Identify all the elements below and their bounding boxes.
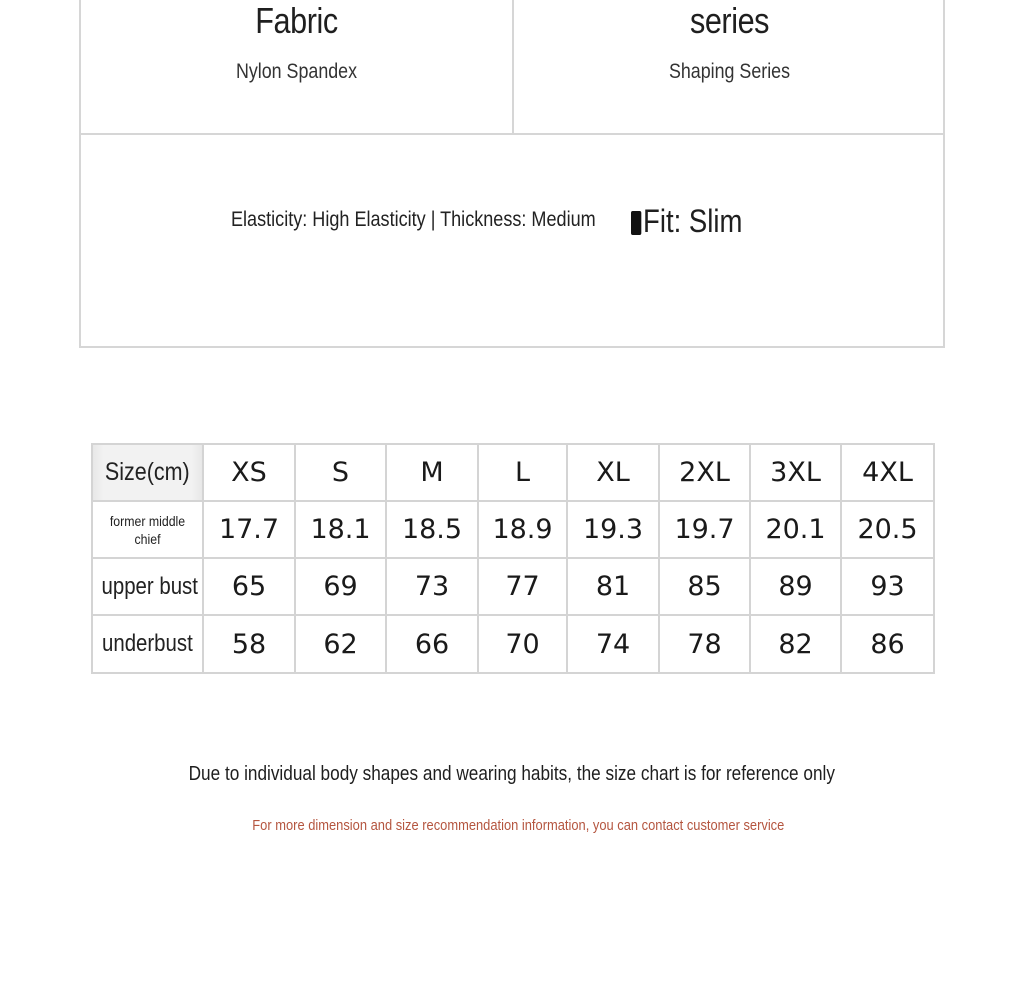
table-cell: 65: [203, 558, 295, 615]
table-cell: 77: [478, 558, 567, 615]
table-cell: 62: [295, 615, 386, 673]
size-m: M: [386, 444, 478, 501]
size-2xl: 2XL: [659, 444, 750, 501]
series-heading: series: [689, 0, 770, 41]
size-4xl: 4XL: [841, 444, 934, 501]
table-row: [92, 501, 934, 558]
size-xl: XL: [567, 444, 659, 501]
table-cell: 85: [659, 558, 750, 615]
size-header-label: Size(cm): [92, 444, 203, 501]
table-cell: 17.7: [203, 501, 295, 558]
contact-note: For more dimension and size recommendation information, you can contact customer service: [251, 817, 785, 834]
table-cell: 69: [295, 558, 386, 615]
row-label-upper-bust: upper bust: [92, 558, 203, 615]
product-info-top-row: [81, 0, 943, 135]
table-cell: 18.5: [386, 501, 478, 558]
table-cell: 70: [478, 615, 567, 673]
table-row: [92, 615, 934, 673]
series-cell: [514, 0, 945, 133]
table-cell: 78: [659, 615, 750, 673]
size-disclaimer: Due to individual body shapes and wearing habits, the size chart is for reference only: [188, 763, 836, 785]
row-label-underbust: underbust: [92, 615, 203, 673]
size-l: L: [478, 444, 567, 501]
fabric-cell: [81, 0, 514, 133]
fabric-heading: Fabric: [255, 0, 338, 41]
table-cell: 20.1: [750, 501, 841, 558]
table-cell: 74: [567, 615, 659, 673]
size-3xl: 3XL: [750, 444, 841, 501]
row-label-former-middle-chief: former middle chief: [92, 501, 203, 558]
table-cell: 19.7: [659, 501, 750, 558]
size-header-row: [92, 444, 934, 501]
fabric-value: Nylon Spandex: [235, 60, 358, 83]
missing-glyph-icon: [631, 211, 641, 235]
table-cell: 18.9: [478, 501, 567, 558]
table-cell: 73: [386, 558, 478, 615]
size-xs: XS: [203, 444, 295, 501]
fit-text: [631, 203, 742, 240]
table-cell: 81: [567, 558, 659, 615]
table-cell: 86: [841, 615, 934, 673]
table-cell: 66: [386, 615, 478, 673]
table-cell: 93: [841, 558, 934, 615]
table-cell: 20.5: [841, 501, 934, 558]
table-cell: 19.3: [567, 501, 659, 558]
size-s: S: [295, 444, 386, 501]
table-cell: 82: [750, 615, 841, 673]
table-cell: 58: [203, 615, 295, 673]
table-row: [92, 558, 934, 615]
table-cell: 18.1: [295, 501, 386, 558]
product-info-box: [79, 0, 945, 348]
elasticity-thickness-text: Elasticity: High Elasticity | Thickness: Medium: [231, 208, 596, 231]
series-value: Shaping Series: [668, 60, 791, 83]
table-cell: 89: [750, 558, 841, 615]
size-chart-table: [91, 443, 935, 674]
fit-value: Fit: Slim: [643, 203, 743, 239]
